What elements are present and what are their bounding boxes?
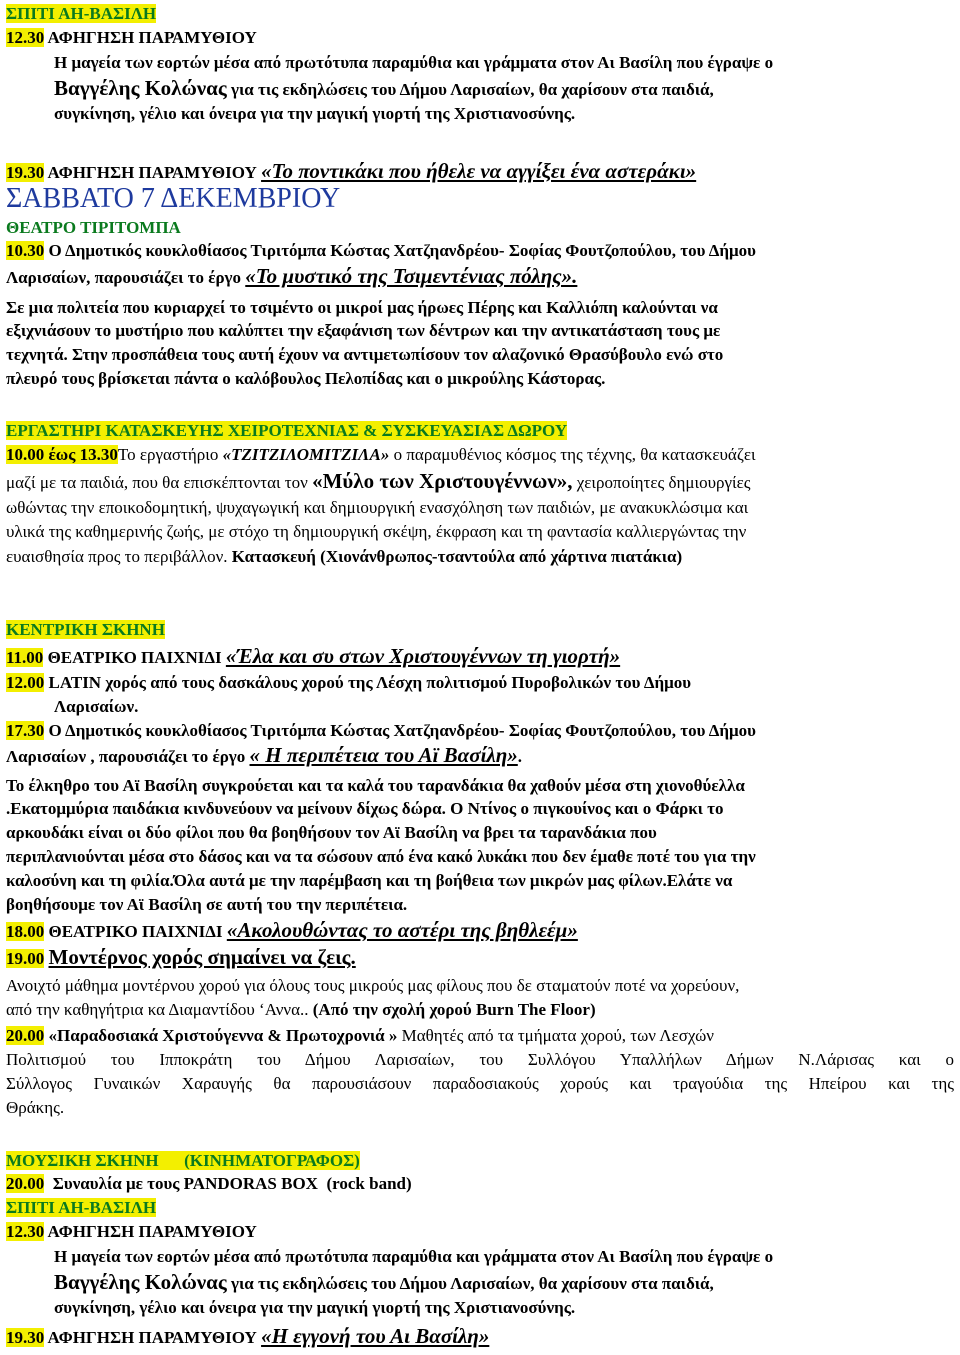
event-line: 19.30 ΑΦΗΓΗΣΗ ΠΑΡΑΜΥΘΙΟΥ «Η εγγονή του Αι Βασίλη» [6,1324,490,1348]
stage-heading: ΜΟΥΣΙΚΗ ΣΚΗΝΗ (ΚΙΝΗΜΑΤΟΓΡΑΦΟΣ) [6,1151,360,1170]
play-title: « Η περιπέτεια του Αϊ Βασίλη» [249,743,518,767]
event-line: 12.30 ΑΦΗΓΗΣΗ ΠΑΡΑΜΥΘΙΟΥ [6,28,257,47]
event-description: περιπλανιούνται μέσα στο δάσος και να τα σώσουν από ένα κακό λυκάκι που δεν έμαθε ποτέ του για την [6,847,756,866]
event-description: Η μαγεία των εορτών μέσα από πρωτότυπα παραμύθια και γράμματα στον Αι Βασίλη που έγραψε ο [54,53,774,72]
event-description: συγκίνηση, γέλιο και όνειρα για την μαγική γιορτή της Χριστιανοσύνης. [54,104,576,123]
event-description: από την καθηγήτρια κα Διαμαντίδου ‘Αννα.. (Από την σχολή χορού Burn The Floor) [6,1000,596,1019]
venue-heading [6,4,156,24]
event-line: 20.00 «Παραδοσιακά Χριστούγεννα & Πρωτοχρονιά » Μαθητές από τα τμήματα χορού, των Λεσχών [6,1026,714,1045]
event-description: Λαρισαίων, παρουσιάζει το έργο «Το μυστικό της Τσιμεντένιας πόλης». [6,264,578,288]
dance-title: Μοντέρνος χορός σημαίνει να ζεις. [48,945,356,969]
event-line: 10.00 έως 13.30Το εργαστήριο «ΤΖΙΤΖΙΛΟΜΙΤΖΙΛΑ» ο παραμυθένιος κόσμος της τέχνης, θα κατασκευάζει [6,445,756,464]
workshop-heading: ΕΡΓΑΣΤΗΡΙ ΚΑΤΑΣΚΕΥΗΣ ΧΕΙΡΟΤΕΧΝΙΑΣ & ΣΥΣΚΕΥΑΣΙΑΣ ΔΩΡΟΥ [6,421,568,440]
event-line: 20.00 Συναυλία με τους PANDORAS BOX (rock band) [6,1174,412,1193]
event-description: Βαγγέλης Κολώνας για τις εκδηλώσεις του Δήμου Λαρισαίων, θα χαρίσουν στα παιδιά, [54,76,714,100]
event-description: Η μαγεία των εορτών μέσα από πρωτότυπα παραμύθια και γράμματα στον Αι Βασίλη που έγραψε ο [54,1247,774,1266]
event-description: πλευρό τους βρίσκεται πάντα ο καλόβουλος Πελοπίδας και ο μικρούλης Κάστορας. [6,369,606,388]
story-title: «Το ποντικάκι που ήθελε να αγγίξει ένα αστεράκι» [261,159,697,183]
event-description: Σύλλογος Γυναικών Χαραυγής θα παρουσιάσουν παραδοσιακούς χορούς και τραγούδια της Ηπείρου και της [6,1074,954,1093]
event-description: υλικά της καθημερινής ζωής, με στόχο τη δημιουργική σκέψη, έκφραση και τη φαντασία καλλιεργώντας την [6,522,747,541]
event-description: .Εκατομμύρια παιδάκια κινδυνεύουν να μείνουν δίχως δώρα. Ο Ντίνος ο πιγκουίνος και ο Φάρκι το [6,799,724,818]
venue-label: ΣΠΙΤΙ ΑΗ-ΒΑΣΙΛΗ [6,4,157,23]
event-description: Θράκης. [6,1098,65,1117]
author-name: Βαγγέλης Κολώνας [54,76,227,100]
event-line: 18.00 ΘΕΑΤΡΙΚΟ ΠΑΙΧΝΙΔΙ «Ακολουθώντας το αστέρι της βηθλεέμ» [6,918,578,942]
play-title: «Έλα και συ στων Χριστουγέννων τη γιορτή» [225,644,621,668]
play-title: «Το μυστικό της Τσιμεντένιας πόλης». [245,264,578,288]
event-description: αρκουδάκι είναι οι δύο φίλοι που θα βοηθήσουν τον Αϊ Βασίλη να βρει τα ταρανδάκια που [6,823,657,842]
event-description: εξιχνιάσουν το μυστήριο που καλύπτει την εξαφάνιση των δέντρων και την αντικατάσταση τους με [6,321,721,340]
venue-heading: ΣΠΙΤΙ ΑΗ-ΒΑΣΙΛΗ [6,1198,157,1217]
event-description: Το έλκηθρο του Αϊ Βασίλη συγκρούεται και τα καλά του ταρανδάκια θα χαθούν μέσα στη χιονοθύελλα [6,776,745,795]
date-heading: ΣΑΒΒΑΤΟ 7 ΔΕΚΕΜΒΡΙΟΥ [6,183,341,214]
event-description: Σε μια πολιτεία που κυριαρχεί το τσιμέντο οι μικροί μας ήρωες Πέρης και Καλλιόπη καλούνται να [6,298,718,317]
event-line: 19.00 Μοντέρνος χορός σημαίνει να ζεις. [6,945,356,969]
stage-heading: ΚΕΝΤΡΙΚΗ ΣΚΗΝΗ [6,620,165,639]
event-description: Ανοιχτό μάθημα μοντέρνου χορού για όλους τους μικρούς μας φίλους που δε σταματούν ποτέ να χορεύουν, [6,976,740,995]
event-description: ωθώντας την εποικοδομητική, ψυχαγωγική και δημιουργική ενασχόληση των παιδιών, με ανακυκλώσιμα και [6,498,749,517]
event-description: Πολιτισμού του Ιπποκράτη του Δήμου Λαρισαίων, του Συλλόγου Υπαλλήλων Δήμων Ν.Λάρισας και ο [6,1050,954,1069]
event-line: 19.30 ΑΦΗΓΗΣΗ ΠΑΡΑΜΥΘΙΟΥ «Το ποντικάκι που ήθελε να αγγίξει ένα αστεράκι» [6,159,697,183]
event-description: ευαισθησία προς το περιβάλλον. Κατασκευή (Χιονάνθρωπος-τσαντούλα από χάρτινα πιατάκια) [6,547,683,566]
event-description: Βαγγέλης Κολώνας για τις εκδηλώσεις του Δήμου Λαρισαίων, θα χαρίσουν στα παιδιά, [54,1270,714,1294]
event-line: 17.30 Ο Δημοτικός κουκλοθίασος Τιριτόμπα Κώστας Χατζηανδρέου- Σοφίας Φουτζοπούλου, του Δήμου [6,721,756,740]
event-description: συγκίνηση, γέλιο και όνειρα για την μαγική γιορτή της Χριστιανοσύνης. [54,1298,576,1317]
event-line: 12.30 ΑΦΗΓΗΣΗ ΠΑΡΑΜΥΘΙΟΥ [6,1222,257,1241]
event-description: τεχνητά. Στην προσπάθεια τους αυτή έχουν να αντιμετωπίσουν τον αλαζονικό Θρασύβουλο ενώ στο [6,345,724,364]
event-description: Λαρισαίων , παρουσιάζει το έργο « Η περιπέτεια του Αϊ Βασίλη». [6,743,523,767]
workshop-title: «Μύλο των Χριστουγέννων», [312,469,573,493]
event-description: Λαρισαίων. [54,697,139,716]
play-title: «Ακολουθώντας το αστέρι της βηθλεέμ» [226,918,578,942]
event-description: βοηθήσουμε τον Αϊ Βασίλη σε αυτή του την περιπέτεια. [6,895,408,914]
event-description: καλοσύνη και τη φιλία.Όλα αυτά με την παρέμβαση και τη βοήθεια των μικρών μας φίλων.Ελάτε να [6,871,733,890]
author-name: Βαγγέλης Κολώνας [54,1270,227,1294]
story-title: «Η εγγονή του Αι Βασίλη» [261,1324,490,1348]
event-line: 12.00 LATIN χορός από τους δασκάλους χορού της Λέσχη πολιτισμού Πυροβολικών του Δήμου [6,673,692,692]
venue-heading: ΘΕΑΤΡΟ ΤΙΡΙΤΟΜΠΑ [6,218,181,237]
event-line: 11.00 ΘΕΑΤΡΙΚΟ ΠΑΙΧΝΙΔΙ «Έλα και συ στων Χριστουγέννων τη γιορτή» [6,644,621,668]
event-line: 10.30 Ο Δημοτικός κουκλοθίασος Τιριτόμπα Κώστας Χατζηανδρέου- Σοφίας Φουτζοπούλου, του Δήμου [6,241,756,260]
event-description: μαζί με τα παιδιά, που θα επισκέπτονται τον «Μύλο των Χριστουγέννων», χειροποίητες δημιουργίες [6,469,751,493]
